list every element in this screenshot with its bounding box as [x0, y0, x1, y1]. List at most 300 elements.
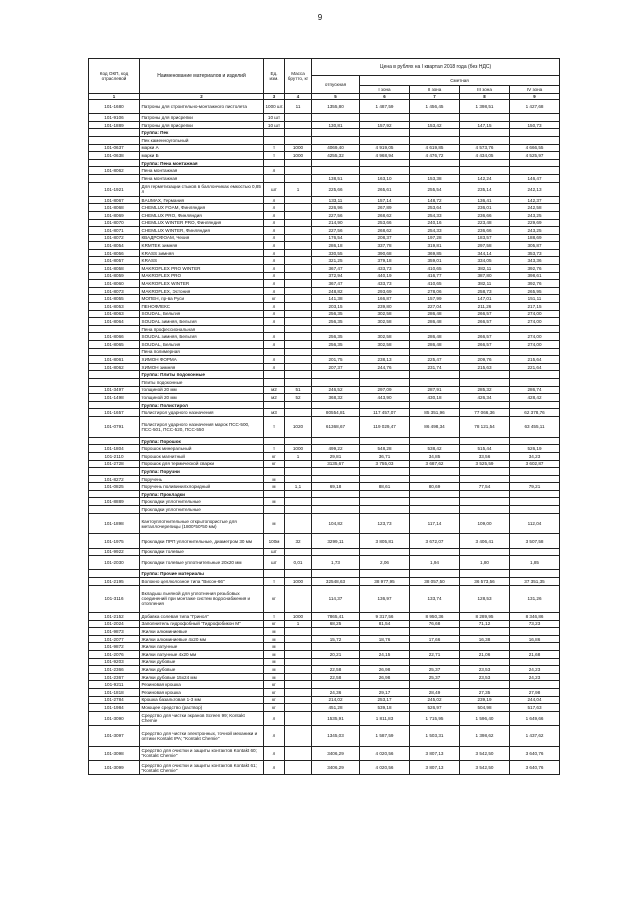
zone2-price-cell: 286,48: [410, 318, 460, 326]
zone2-price-cell: 255,54: [410, 182, 460, 196]
zone3-price-cell: 1 398,62: [460, 725, 510, 746]
zone4-price-cell: 215,64: [510, 356, 560, 364]
release-price-cell: 32548,63: [312, 578, 360, 586]
release-price-cell: 176,54: [312, 234, 360, 242]
code-cell: 101-2110: [89, 452, 140, 460]
name-cell: Полистирол ударного назначения: [140, 409, 264, 417]
code-cell: 101-2030: [89, 556, 140, 570]
unit-cell: л: [264, 219, 285, 227]
zone4-price-cell: 265,95: [510, 287, 560, 295]
zone3-price-cell: [460, 325, 510, 333]
zone3-price-cell: 236,66: [460, 211, 510, 219]
name-cell: MAKROFLEX PRO: [140, 272, 264, 280]
zone3-price-cell: 136,41: [460, 196, 510, 204]
table-row: [89, 280, 560, 288]
name-cell: Группа: Пек: [140, 129, 264, 137]
code-cell: 101-3497: [89, 386, 140, 394]
zone1-price-cell: 38 977,95: [360, 578, 410, 586]
table-row: [89, 325, 560, 333]
unit-cell: м: [264, 513, 285, 534]
unit-cell: шт: [264, 182, 285, 196]
zone1-price-cell: 548,28: [360, 445, 410, 453]
code-cell: [89, 401, 140, 409]
zone1-price-cell: 26,98: [360, 673, 410, 681]
unit-cell: л: [264, 318, 285, 326]
zone2-price-cell: 416,77: [410, 272, 460, 280]
zone4-price-cell: [510, 468, 560, 476]
zone4-price-cell: 392,76: [510, 280, 560, 288]
mass-cell: 32: [285, 534, 312, 548]
unit-cell: кг: [264, 688, 285, 696]
zone3-price-cell: 16,38: [460, 635, 510, 643]
table-row: [89, 534, 560, 548]
table-row: [89, 295, 560, 303]
page-number: 9: [317, 13, 323, 22]
zone2-price-cell: 86 498,34: [410, 416, 460, 437]
zone2-price-cell: 1,94: [410, 556, 460, 570]
table-row: [89, 475, 560, 483]
name-cell: Жилки алюминиевые 4х20 мм: [140, 635, 264, 643]
release-price-cell: [312, 114, 360, 122]
zone2-price-cell: [410, 325, 460, 333]
release-price-cell: 499,22: [312, 445, 360, 453]
name-cell: SOUDAL зимняя, Бельгия: [140, 318, 264, 326]
zone1-price-cell: 302,58: [360, 310, 410, 318]
release-price-cell: 214,90: [312, 219, 360, 227]
zone3-price-cell: 266,57: [460, 318, 510, 326]
name-cell: Прокладки уплотнительные: [140, 498, 264, 506]
code-cell: 101-2195: [89, 578, 140, 586]
table-row: [89, 303, 560, 311]
release-price-cell: [312, 136, 360, 144]
zone1-price-cell: [360, 378, 410, 386]
zone4-price-cell: 229,69: [510, 219, 560, 227]
release-price-cell: 256,35: [312, 318, 360, 326]
unit-cell: [264, 129, 285, 137]
zone4-price-cell: 243,25: [510, 211, 560, 219]
release-price-cell: 104,82: [312, 513, 360, 534]
code-cell: 101-8060: [89, 280, 140, 288]
name-cell: Моющее средство (раствор): [140, 704, 264, 712]
zone3-price-cell: 266,57: [460, 341, 510, 349]
name-cell: Добавка солевая типа "Гринол": [140, 613, 264, 621]
mass-cell: [285, 704, 312, 712]
zone2-price-cell: [410, 378, 460, 386]
zone2-price-cell: [410, 570, 460, 578]
mass-cell: 1: [285, 182, 312, 196]
table-row: [89, 513, 560, 534]
name-cell: Средство для чистки экранов Screen 99; Kontakt Chemie: [140, 711, 264, 725]
zone1-price-cell: [360, 129, 410, 137]
zone3-price-cell: [460, 437, 510, 445]
release-price-cell: 321,25: [312, 257, 360, 265]
release-price-cell: 68,25: [312, 620, 360, 628]
code-cell: 101-8068: [89, 204, 140, 212]
release-price-cell: [312, 468, 360, 476]
zone4-price-cell: 142,37: [510, 196, 560, 204]
unit-cell: [264, 348, 285, 356]
mass-cell: 0,01: [285, 556, 312, 570]
zone3-price-cell: 334,05: [460, 257, 510, 265]
code-cell: 101-9873: [89, 628, 140, 636]
mass-cell: 1000: [285, 152, 312, 160]
table-row: [89, 585, 560, 612]
table-row: [89, 681, 560, 689]
code-cell: [89, 506, 140, 514]
zone2-price-cell: 231,74: [410, 363, 460, 371]
name-cell: Группа: Прочие материалы: [140, 570, 264, 578]
unit-cell: л: [264, 242, 285, 250]
zone1-price-cell: [360, 658, 410, 666]
table-row: [89, 490, 560, 498]
zone3-price-cell: 266,57: [460, 333, 510, 341]
name-cell: Полистирол ударного назначения марок ПСС-500, ПСС-501, ПСС-520, ПСС-550: [140, 416, 264, 437]
unit-cell: т: [264, 416, 285, 437]
mass-cell: [285, 249, 312, 257]
zone2-price-cell: 1 715,95: [410, 711, 460, 725]
unit-cell: т: [264, 613, 285, 621]
mass-cell: [285, 121, 312, 129]
mass-cell: [285, 272, 312, 280]
zone4-price-cell: [510, 548, 560, 556]
zone4-price-cell: [510, 570, 560, 578]
unit-cell: м: [264, 498, 285, 506]
zone3-price-cell: 77 066,36: [460, 409, 510, 417]
mass-cell: 1000: [285, 144, 312, 152]
zone2-price-cell: [410, 498, 460, 506]
table-row: [89, 249, 560, 257]
unit-cell: [264, 378, 285, 386]
name-cell: КВАДРОФОАМ, Чехия: [140, 234, 264, 242]
zone2-price-cell: [410, 136, 460, 144]
name-cell: Пена монтажная: [140, 174, 264, 182]
zone3-price-cell: 236,66: [460, 227, 510, 235]
release-price-cell: 286,18: [312, 242, 360, 250]
table-row: [89, 257, 560, 265]
table-row: [89, 620, 560, 628]
name-cell: Заполнитель гидрофобный "Гидрофобикон М": [140, 620, 264, 628]
code-cell: 101-8062: [89, 363, 140, 371]
release-price-cell: 1345,03: [312, 725, 360, 746]
release-price-cell: [312, 681, 360, 689]
table-row: [89, 167, 560, 175]
zone3-price-cell: [460, 159, 510, 167]
zone3-price-cell: 266,57: [460, 310, 510, 318]
unit-cell: м: [264, 475, 285, 483]
zone2-price-cell: 369,85: [410, 249, 460, 257]
zone2-price-cell: [410, 628, 460, 636]
code-cell: 101-2076: [89, 650, 140, 658]
zone3-price-cell: [460, 490, 510, 498]
zone4-price-cell: 242,58: [510, 204, 560, 212]
header-price-title: Цена в рублях на I квартал 2018 года (без НДС): [312, 59, 560, 76]
zone3-price-cell: 77,54: [460, 483, 510, 491]
code-cell: 101-8064: [89, 318, 140, 326]
release-price-cell: 141,38: [312, 295, 360, 303]
unit-cell: л: [264, 760, 285, 774]
code-cell: 101-1921: [89, 182, 140, 196]
name-cell: SOUDAL, Бельгия: [140, 310, 264, 318]
zone2-price-cell: 319,81: [410, 242, 460, 250]
zone3-price-cell: 4 573,76: [460, 144, 510, 152]
zone1-price-cell: 1 587,59: [360, 725, 410, 746]
release-price-cell: 227,56: [312, 227, 360, 235]
zone4-price-cell: [510, 167, 560, 175]
table-row: [89, 136, 560, 144]
code-cell: 101-8056: [89, 249, 140, 257]
unit-cell: [264, 325, 285, 333]
mass-cell: [285, 219, 312, 227]
zone1-price-cell: 268,62: [360, 211, 410, 219]
zone2-price-cell: [410, 658, 460, 666]
header-estimate: Сметная: [360, 76, 560, 86]
zone1-price-cell: 166,87: [360, 295, 410, 303]
zone3-price-cell: [460, 348, 510, 356]
table-row: [89, 613, 560, 621]
unit-cell: л: [264, 257, 285, 265]
zone1-price-cell: 29,17: [360, 688, 410, 696]
mass-cell: [285, 628, 312, 636]
zone3-price-cell: 211,26: [460, 303, 510, 311]
table-row: [89, 272, 560, 280]
name-cell: Поручень поливинилхлоридный: [140, 483, 264, 491]
zone1-price-cell: 239,80: [360, 303, 410, 311]
release-price-cell: 133,11: [312, 196, 360, 204]
zone1-price-cell: [360, 348, 410, 356]
zone4-price-cell: [510, 114, 560, 122]
zone4-price-cell: [510, 371, 560, 379]
zone2-price-cell: [410, 643, 460, 651]
name-cell: Группа: Полистирол: [140, 401, 264, 409]
zone1-price-cell: 18,76: [360, 635, 410, 643]
header-num-2: 2: [140, 94, 264, 100]
zone4-price-cell: [510, 681, 560, 689]
zone4-price-cell: 3 602,87: [510, 460, 560, 468]
release-price-cell: [312, 348, 360, 356]
zone2-price-cell: [410, 490, 460, 498]
zone1-price-cell: 9 317,56: [360, 613, 410, 621]
name-cell: Патроны для строительно-монтажного пистолета: [140, 100, 264, 114]
release-price-cell: [312, 548, 360, 556]
zone2-price-cell: 240,16: [410, 219, 460, 227]
name-cell: Жилки алюминиевые: [140, 628, 264, 636]
release-price-cell: 451,28: [312, 704, 360, 712]
zone2-price-cell: 410,65: [410, 265, 460, 273]
zone4-price-cell: 244,04: [510, 696, 560, 704]
mass-cell: [285, 341, 312, 349]
mass-cell: [285, 688, 312, 696]
zone1-price-cell: 157,14: [360, 196, 410, 204]
code-cell: 101-9211: [89, 681, 140, 689]
code-cell: [89, 570, 140, 578]
zone2-price-cell: 22,71: [410, 650, 460, 658]
zone3-price-cell: 387,80: [460, 272, 510, 280]
release-price-cell: [312, 498, 360, 506]
release-price-cell: 130,81: [312, 121, 360, 129]
zone1-price-cell: [360, 114, 410, 122]
zone3-price-cell: 1 398,51: [460, 100, 510, 114]
table-row: [89, 498, 560, 506]
name-cell: SOUDAL зимняя, Бельгия: [140, 333, 264, 341]
name-cell: Поручень: [140, 475, 264, 483]
release-price-cell: [312, 437, 360, 445]
zone1-price-cell: 4 919,05: [360, 144, 410, 152]
zone4-price-cell: 428,42: [510, 394, 560, 402]
name-cell: ПЕНОФЛЕКС: [140, 303, 264, 311]
zone2-price-cell: 1 503,31: [410, 725, 460, 746]
unit-cell: кг: [264, 460, 285, 468]
table-row: [89, 182, 560, 196]
zone4-price-cell: [510, 136, 560, 144]
zone2-price-cell: 8 950,36: [410, 613, 460, 621]
zone3-price-cell: 27,35: [460, 688, 510, 696]
zone4-price-cell: [510, 159, 560, 167]
zone2-price-cell: 254,33: [410, 211, 460, 219]
header-zone-3: III зона: [460, 86, 510, 94]
unit-cell: л: [264, 280, 285, 288]
zone1-price-cell: 24,15: [360, 650, 410, 658]
mass-cell: [285, 303, 312, 311]
zone2-price-cell: [410, 437, 460, 445]
table-row: [89, 643, 560, 651]
code-cell: 101-8055: [89, 295, 140, 303]
code-cell: 101-9872: [89, 643, 140, 651]
code-cell: 101-8069: [89, 211, 140, 219]
unit-cell: м3: [264, 409, 285, 417]
zone3-price-cell: 209,76: [460, 356, 510, 364]
table-row: [89, 711, 560, 725]
zone4-price-cell: 1 427,68: [510, 100, 560, 114]
name-cell: Резиновая крошка: [140, 688, 264, 696]
name-cell: Вкладыш льняной для уплотнения резьбовых соединений при монтаже систем водоснабжения и отопления: [140, 585, 264, 612]
unit-cell: л: [264, 265, 285, 273]
zone4-price-cell: [510, 129, 560, 137]
zone2-price-cell: 80,69: [410, 483, 460, 491]
zone2-price-cell: 286,48: [410, 333, 460, 341]
mass-cell: [285, 401, 312, 409]
zone1-price-cell: 265,61: [360, 182, 410, 196]
mass-cell: 11: [285, 100, 312, 114]
zone4-price-cell: 24,23: [510, 666, 560, 674]
header-zone-4: IV зона: [510, 86, 560, 94]
code-cell: 101-2784: [89, 696, 140, 704]
code-cell: 101-2077: [89, 635, 140, 643]
table-row: [89, 227, 560, 235]
table-row: [89, 310, 560, 318]
table-row: [89, 673, 560, 681]
zone2-price-cell: 225,47: [410, 356, 460, 364]
zone3-price-cell: 3 542,50: [460, 746, 510, 760]
table-row: [89, 578, 560, 586]
zone3-price-cell: 4 434,05: [460, 152, 510, 160]
mass-cell: [285, 318, 312, 326]
zone1-price-cell: [360, 325, 410, 333]
zone3-price-cell: [460, 570, 510, 578]
name-cell: SOUDAL, Бельгия: [140, 341, 264, 349]
zone4-price-cell: [510, 348, 560, 356]
zone4-price-cell: [510, 401, 560, 409]
name-cell: Жилки дубовые: [140, 658, 264, 666]
zone1-price-cell: 433,73: [360, 265, 410, 273]
code-cell: 101-8070: [89, 219, 140, 227]
zone3-price-cell: 142,24: [460, 174, 510, 182]
zone3-price-cell: [460, 136, 510, 144]
mass-cell: 1000: [285, 445, 312, 453]
zone4-price-cell: 526,19: [510, 445, 560, 453]
release-price-cell: [312, 167, 360, 175]
mass-cell: [285, 204, 312, 212]
name-cell: KRASS зимняя: [140, 249, 264, 257]
zone1-price-cell: 302,58: [360, 318, 410, 326]
unit-cell: м: [264, 673, 285, 681]
zone2-price-cell: 245,02: [410, 696, 460, 704]
table-row: [89, 460, 560, 468]
table-row: [89, 121, 560, 129]
unit-cell: м: [264, 666, 285, 674]
zone1-price-cell: 2,06: [360, 556, 410, 570]
mass-cell: 52: [285, 394, 312, 402]
release-price-cell: 24,36: [312, 688, 360, 696]
table-row: [89, 760, 560, 774]
zone3-price-cell: 235,14: [460, 182, 510, 196]
zone2-price-cell: 287,91: [410, 386, 460, 394]
table-row: [89, 265, 560, 273]
name-cell: ХИМОН ФОРМА: [140, 356, 264, 364]
zone3-price-cell: 33,56: [460, 452, 510, 460]
zone4-price-cell: 3 640,76: [510, 760, 560, 774]
zone4-price-cell: [510, 437, 560, 445]
zone4-price-cell: [510, 498, 560, 506]
zone1-price-cell: 1 487,59: [360, 100, 410, 114]
name-cell: Средство для чистки электронных, точной механики и оптики Kontakt IPA; "Kontakt Chemie": [140, 725, 264, 746]
zone4-price-cell: 274,00: [510, 341, 560, 349]
zone4-price-cell: 243,25: [510, 227, 560, 235]
zone1-price-cell: 81,54: [360, 620, 410, 628]
zone3-price-cell: [460, 548, 510, 556]
zone4-price-cell: 217,15: [510, 303, 560, 311]
zone4-price-cell: 3 507,58: [510, 534, 560, 548]
zone1-price-cell: [360, 628, 410, 636]
table-row: [89, 371, 560, 379]
table-row: [89, 548, 560, 556]
code-cell: 101-1984: [89, 704, 140, 712]
release-price-cell: 368,32: [312, 394, 360, 402]
mass-cell: [285, 265, 312, 273]
zone2-price-cell: 34,85: [410, 452, 460, 460]
release-price-cell: 4069,40: [312, 144, 360, 152]
zone3-price-cell: [460, 506, 510, 514]
zone3-price-cell: 426,34: [460, 394, 510, 402]
name-cell: MAKROFLEX WINTER: [140, 280, 264, 288]
zone3-price-cell: 382,11: [460, 280, 510, 288]
mass-cell: [285, 746, 312, 760]
zone3-price-cell: 382,11: [460, 265, 510, 273]
release-price-cell: 256,35: [312, 310, 360, 318]
table-row: [89, 416, 560, 437]
mass-cell: [285, 506, 312, 514]
name-cell: Пена полимерная: [140, 348, 264, 356]
name-cell: Группа: Плиты подоконные: [140, 371, 264, 379]
unit-cell: л: [264, 310, 285, 318]
zone4-price-cell: [510, 643, 560, 651]
mass-cell: [285, 234, 312, 242]
table-row: [89, 378, 560, 386]
zone1-price-cell: 302,58: [360, 333, 410, 341]
zone2-price-cell: 3 807,13: [410, 746, 460, 760]
zone2-price-cell: 17,66: [410, 635, 460, 643]
unit-cell: [264, 490, 285, 498]
zone3-price-cell: 1,80: [460, 556, 510, 570]
